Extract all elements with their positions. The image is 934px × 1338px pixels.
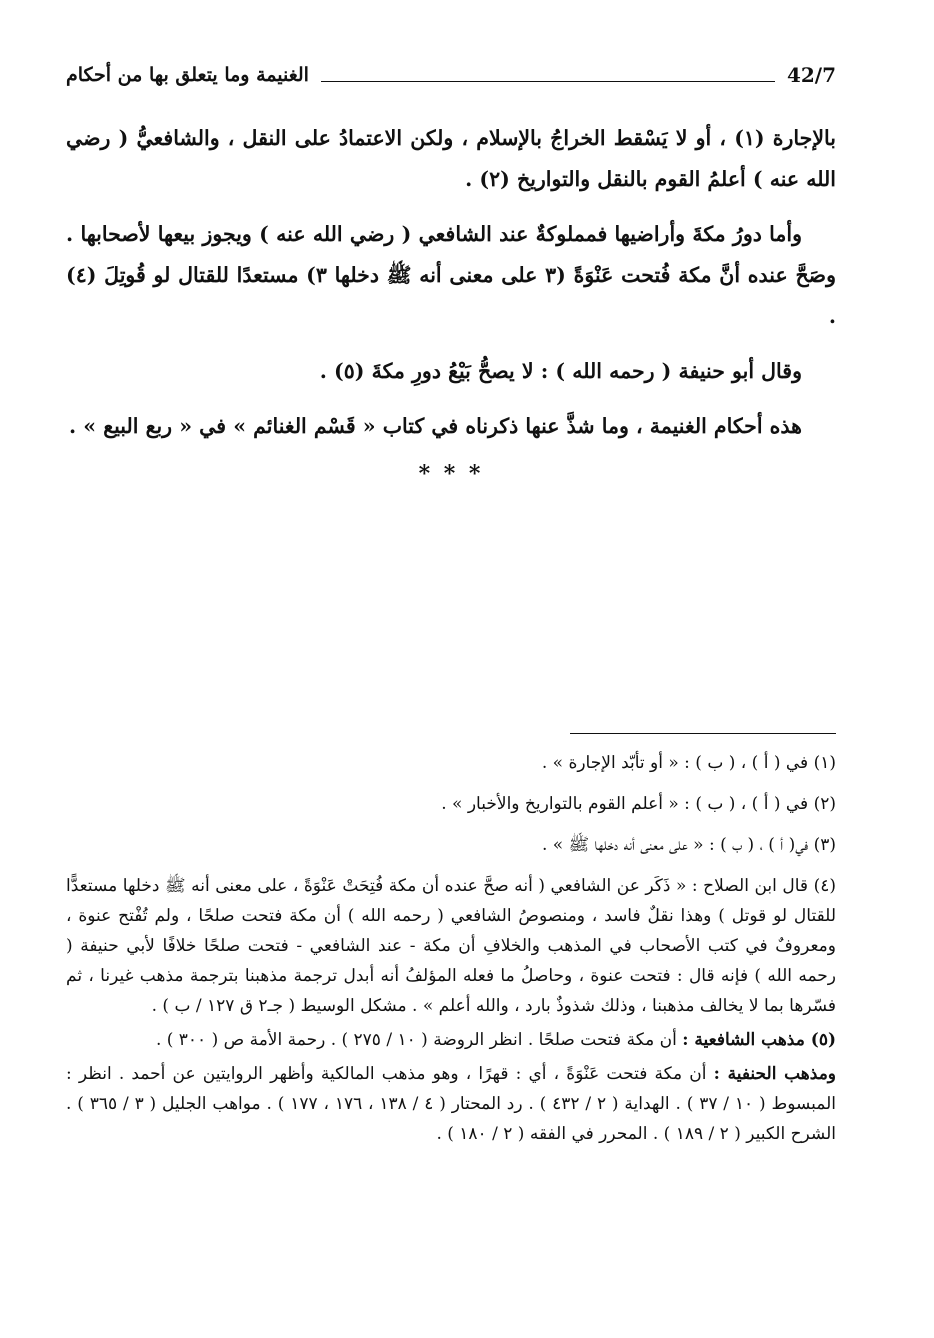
paragraph: وأما دورُ مكةَ وأراضيها فمملوكةٌ عند الشافعي ( رضي الله عنه ) ويجوز بيعها لأصحابها . وصَحَّ عنده أنَّ مكة فُتحت عَنْوَةً (٣ على معنى أنه ﷺ دخلها ٣) مستعدًا للقتال لو قُوتِلَ (٤) . (66, 222, 836, 328)
footnote: (٣) في( أ ) ، ( ب ) : « على معنى أنه دخلها ﷺ » . (541, 835, 836, 855)
running-header (66, 58, 836, 92)
paragraph: هذه أحكام الغنيمة ، وما شذَّ عنها ذكرناه في كتاب « قَسْم الغنائم » في « ربع البيع » . (68, 414, 802, 438)
footnote (66, 1059, 836, 1149)
header-rule (321, 81, 775, 82)
footnote-text: أن مكة فتحت صلحًا . انظر الروضة ( ١٠ / ٢٧٥ ) . رحمة الأمة ص ( ٣٠٠ ) . (155, 1030, 677, 1050)
footnote: (٢) في ( أ ) ، ( ب ) : « أعلم القوم بالتواريخ والأخبار » . (441, 794, 836, 814)
footnote (66, 1025, 836, 1055)
section-separator: * * * (418, 461, 484, 487)
footnote: (١) في ( أ ) ، ( ب ) : « أو تأبّد الإجارة » . (541, 753, 836, 773)
footnote: (٤) قال ابن الصلاح : « ذَكَر عن الشافعي ( أنه صحَّ عنده أن مكة فُتِحَتْ عَنْوَةً ، على معنى أنه ﷺ دخلها مستعدًّا للقتال لو قوتل ) وهذا نقلٌ فاسد ، ومنصوصُ الشافعي ( رحمه الله ) أن مكة فتحت صلحًا ، ولم تُفْتح عنوة ، ومعروفٌ في كتب الأصحاب في المذهب والخلافِ أن مكة - عند الشافعي - فتحت صلحًا خلافًا لأبي حنيفة ( رحمه الله ) فإنه قال : فتحت عنوة ، وحاصلُ ما فعله المؤلفُ أنه أبدل ترجمة مذهبنا بترجمة مذهب غيرنا ، ثم فسّرها بما لا يخالف مذهبنا ، وذلك شذوذٌ بارد ، والله أعلم » . مشكل الوسيط ( جـ٢ ق ١٢٧ / ب ) . (66, 876, 836, 1016)
page-number: 42/7 (786, 63, 836, 87)
paragraph: بالإجارة (١) ، أو لا يَسْقط الخراجُ بالإسلام ، ولكن الاعتمادُ على النقل ، والشافعيُّ ( رضي الله عنه ) أعلمُ القوم بالنقل والتواريخ (٢) . (66, 126, 836, 191)
footnote-text: أن مكة فتحت عَنْوَةً ، أي : قهرًا ، وهو مذهب المالكية وأظهر الروايتين عن أحمد . انظر : المبسوط ( ١٠ / ٣٧ ) . الهداية ( ٢ / ٤٣٢ ) . رد المحتار ( ٤ / ١٣٨ ، ١٧٦ ، ١٧٧ ) . مواهب الجليل ( ٣ / ٣٦٥ ) . الشرح الكبير ( ٢ / ١٨٩ ) . المحرر في الفقه ( ٢ / ١٨٠ ) . (66, 1064, 837, 1144)
footnotes (66, 748, 836, 1160)
paragraph: وقال أبو حنيفة ( رحمه الله ) : لا يصحُّ بَيْعُ دورِ مكةَ (٥) . (319, 359, 802, 383)
main-text (66, 118, 836, 487)
running-title: الغنيمة وما يتعلق بها من أحكام (66, 64, 309, 86)
footnote-divider (570, 733, 836, 734)
footnote-label: (٥) مذهب الشافعية : (682, 1030, 836, 1050)
footnote-label: ومذهب الحنفية : (713, 1064, 837, 1084)
